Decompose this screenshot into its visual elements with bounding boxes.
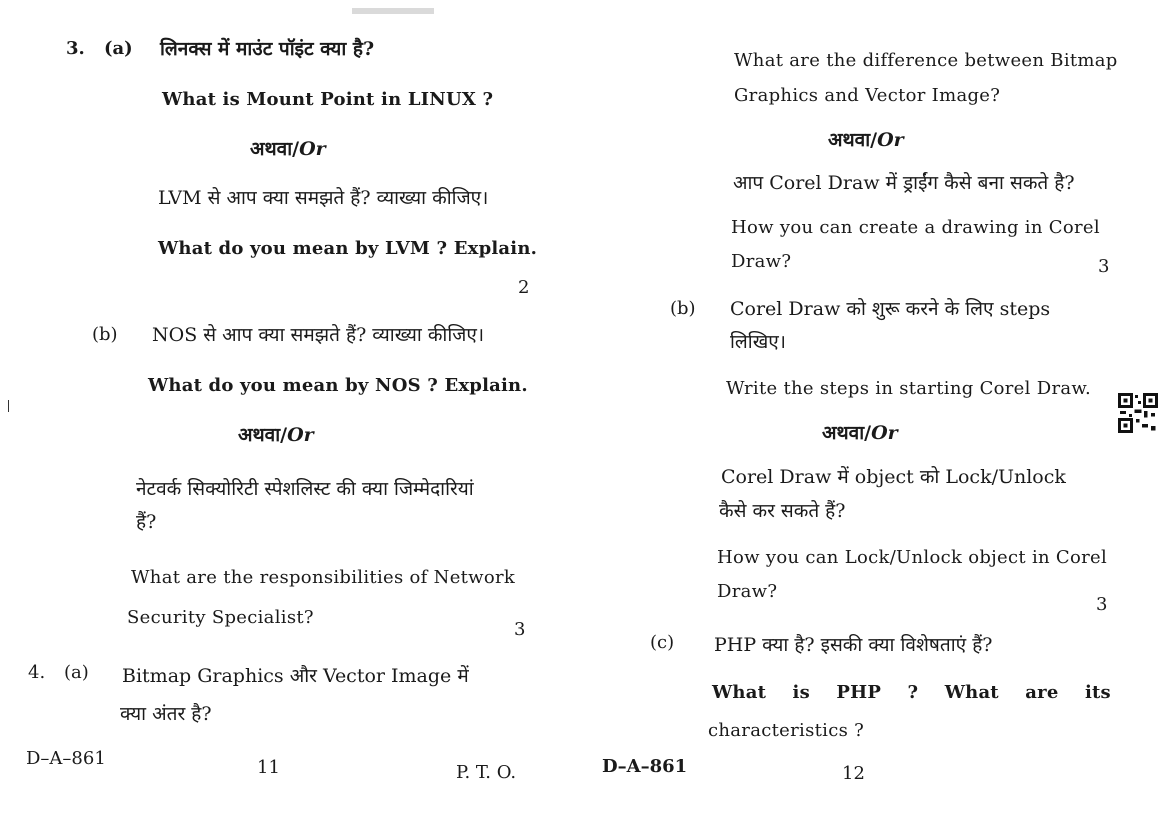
q4b-english-text: Write the steps in starting Corel Draw. <box>726 378 1091 399</box>
q3b-alt-hindi-line1: नेटवर्क सिक्योरिटी स्पेशलिस्ट की क्या जिम्मेदारियां <box>136 478 474 500</box>
or-hindi: अथवा/ <box>238 424 288 446</box>
subquestion-label-3b: (b) <box>92 324 118 345</box>
subquestion-label-4c: (c) <box>650 632 675 653</box>
q3a-hindi-text: लिनक्स में माउंट पॉइंट क्या है? <box>160 38 375 60</box>
q4a-alt-marks: 3 <box>1098 256 1110 277</box>
q4b-hindi-line2: लिखिए। <box>730 331 786 353</box>
q3b-hindi-text: NOS से आप क्या समझते हैं? व्याख्या कीजिए। <box>152 324 485 346</box>
question-number-3: 3. <box>66 38 85 59</box>
q4a-alt-english-line2: Draw? <box>731 251 792 272</box>
subquestion-label-4b: (b) <box>670 298 696 319</box>
q4a-english-line2: Graphics and Vector Image? <box>734 85 1001 106</box>
or-hindi: अथवा/ <box>822 422 872 444</box>
or-divider-3 <box>828 131 904 150</box>
q4b-alt-hindi-line2: कैसे कर सकते हैं? <box>719 500 846 522</box>
scan-artifact <box>352 8 434 14</box>
or-english: Or <box>877 129 904 151</box>
q3b-alt-english-line1: What are the responsibilities of Network <box>131 567 516 588</box>
q3a-alt-english-text: What do you mean by LVM ? Explain. <box>158 238 538 259</box>
or-divider-4 <box>822 424 898 443</box>
q3a-english-text: What is Mount Point in LINUX ? <box>162 89 494 110</box>
q4b-alt-marks: 3 <box>1096 594 1108 615</box>
q3a-marks: 2 <box>518 277 530 298</box>
margin-tick <box>8 400 9 412</box>
right-footer-code: D–A–861 <box>602 756 688 777</box>
or-english: Or <box>871 422 898 444</box>
q4a-hindi-line2: क्या अंतर है? <box>120 703 212 725</box>
or-english: Or <box>287 424 314 446</box>
q4a-alt-hindi-text: आप Corel Draw में ड्राईंग कैसे बना सकते है? <box>733 172 1075 194</box>
q3b-marks: 3 <box>514 619 526 640</box>
q4c-english-line1: What is PHP ? What are its <box>712 682 1111 703</box>
q4b-hindi-line1: Corel Draw को शुरू करने के लिए steps <box>730 298 1051 320</box>
left-footer-code: D–A–861 <box>26 748 106 769</box>
q4b-alt-hindi-line1: Corel Draw में object को Lock/Unlock <box>721 466 1066 488</box>
subquestion-label-3a: (a) <box>104 38 133 59</box>
or-english: Or <box>299 138 326 160</box>
q3b-english-text: What do you mean by NOS ? Explain. <box>148 375 528 396</box>
q4c-english-line2: characteristics ? <box>708 720 865 741</box>
or-divider-1 <box>250 140 326 159</box>
left-footer-pto: P. T. O. <box>456 762 517 783</box>
left-footer-page-number: 11 <box>257 757 280 778</box>
or-divider-2 <box>238 426 314 445</box>
q4c-hindi-text: PHP क्या है? इसकी क्या विशेषताएं हैं? <box>714 634 993 656</box>
qr-code-icon <box>1118 393 1158 433</box>
q4a-hindi-line1: Bitmap Graphics और Vector Image में <box>122 665 469 687</box>
q4b-alt-english-line1: How you can Lock/Unlock object in Corel <box>717 547 1108 568</box>
subquestion-label-4a: (a) <box>64 662 89 683</box>
q3b-alt-english-line2: Security Specialist? <box>127 607 314 628</box>
question-number-4: 4. <box>28 662 46 683</box>
q4b-alt-english-line2: Draw? <box>717 581 778 602</box>
q4a-alt-english-line1: How you can create a drawing in Corel <box>731 217 1100 238</box>
q3b-alt-hindi-line2: हैं? <box>136 511 157 533</box>
q4a-english-line1: What are the difference between Bitmap <box>734 50 1118 71</box>
or-hindi: अथवा/ <box>250 138 300 160</box>
right-footer-page-number: 12 <box>842 763 865 784</box>
or-hindi: अथवा/ <box>828 129 878 151</box>
q3a-alt-hindi-text: LVM से आप क्या समझते हैं? व्याख्या कीजिए। <box>158 187 489 209</box>
